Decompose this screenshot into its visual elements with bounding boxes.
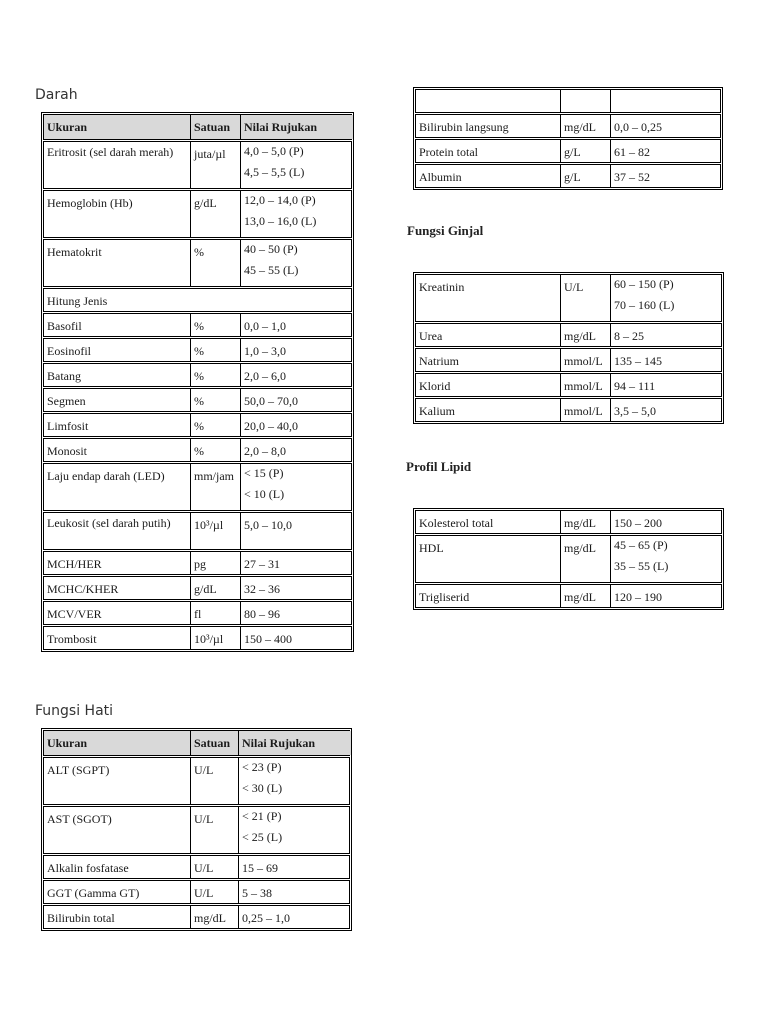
table-row — [43, 905, 350, 929]
reference-value-cell — [240, 314, 353, 336]
reference-value-cell — [240, 577, 353, 599]
unit-cell: g/dL — [190, 577, 240, 599]
table-row — [415, 510, 722, 534]
reference-value: < 21 (P) — [242, 809, 282, 823]
reference-value: 150 – 400 — [244, 632, 292, 646]
reference-value-cell — [610, 536, 723, 582]
unit-cell: mg/dL — [560, 585, 610, 607]
header-cell: Nilai Rujukan — [238, 731, 351, 755]
unit-cell: g/L — [560, 165, 610, 187]
unit-cell: U/L — [190, 881, 238, 903]
parameter-cell: Laju endap darah (LED) — [47, 469, 165, 483]
reference-value: < 30 (L) — [242, 781, 283, 795]
reference-value-cell — [240, 552, 353, 574]
reference-value: 37 – 52 — [614, 170, 650, 184]
darah-table — [41, 112, 354, 652]
parameter-cell: Bilirubin langsung — [419, 120, 509, 134]
unit-cell: mm/jam — [190, 464, 240, 510]
parameter-cell: Hematokrit — [47, 245, 102, 259]
table-row — [43, 806, 350, 854]
reference-value: 70 – 160 (L) — [614, 298, 675, 312]
parameter-cell: Limfosit — [47, 419, 89, 433]
reference-value-cell — [238, 807, 351, 853]
reference-value: 2,0 – 8,0 — [244, 444, 286, 458]
table-row — [43, 338, 352, 362]
reference-value-cell — [240, 602, 353, 624]
parameter-cell: Eritrosit (sel darah merah) — [47, 145, 174, 159]
parameter-cell: Urea — [419, 329, 443, 343]
unit-cell: g/dL — [190, 191, 240, 237]
reference-value-cell — [610, 140, 722, 162]
parameter-cell: Leukosit (sel darah putih) — [47, 516, 171, 530]
reference-value: 4,0 – 5,0 (P) — [244, 144, 304, 158]
reference-value-cell — [240, 414, 353, 436]
table-row — [43, 463, 352, 511]
section-title-fungsi-hati: Fungsi Hati — [35, 703, 114, 719]
parameter-cell: MCH/HER — [47, 557, 102, 571]
reference-value: 35 – 55 (L) — [614, 559, 669, 573]
reference-value: 94 – 111 — [614, 379, 656, 393]
parameter-cell: Kalium — [419, 404, 455, 418]
reference-value-cell — [240, 364, 353, 386]
parameter-cell: HDL — [419, 541, 444, 555]
parameter-cell: Bilirubin total — [47, 911, 115, 925]
parameter-cell: Kolesterol total — [419, 516, 494, 530]
parameter-cell: Hemoglobin (Hb) — [47, 196, 133, 210]
parameter-cell: Klorid — [419, 379, 451, 393]
unit-cell: % — [190, 314, 240, 336]
header-cell: Ukuran — [44, 115, 190, 139]
table-row — [415, 348, 722, 372]
table-row — [43, 855, 350, 879]
table-row — [43, 880, 350, 904]
reference-value-cell — [610, 511, 723, 533]
table-row — [415, 139, 721, 163]
table-row — [43, 438, 352, 462]
parameter-cell — [416, 90, 560, 112]
table-row — [43, 413, 352, 437]
reference-value: 150 – 200 — [614, 516, 662, 530]
table-header-row — [43, 114, 352, 140]
unit-cell: U/L — [190, 807, 238, 853]
reference-value: 13,0 – 16,0 (L) — [244, 214, 317, 228]
table-row — [415, 274, 722, 322]
reference-value-cell — [610, 90, 722, 112]
reference-value — [614, 90, 722, 112]
table-row — [415, 398, 722, 422]
parameter-cell: Trombosit — [47, 632, 97, 646]
table-row — [43, 551, 352, 575]
reference-value: 135 – 145 — [614, 354, 662, 368]
header-cell: Ukuran — [44, 731, 190, 755]
parameter-cell: MCHC/KHER — [47, 582, 119, 596]
unit-cell: U/L — [190, 758, 238, 804]
unit-cell: % — [190, 339, 240, 361]
unit-cell: mg/dL — [560, 115, 610, 137]
parameter-cell: Monosit — [47, 444, 88, 458]
unit-cell: mmol/L — [560, 349, 610, 371]
table-row — [43, 288, 352, 312]
unit-cell: 10³/µl — [190, 627, 240, 649]
reference-value-cell — [240, 240, 353, 286]
table-row — [43, 190, 352, 238]
reference-value: 3,5 – 5,0 — [614, 404, 656, 418]
parameter-cell: Basofil — [47, 319, 82, 333]
section-title-darah: Darah — [35, 87, 78, 103]
parameter-cell: GGT (Gamma GT) — [47, 886, 140, 900]
parameter-cell: Trigliserid — [419, 590, 470, 604]
table-row — [43, 512, 352, 550]
unit-cell — [560, 90, 610, 112]
reference-value: 32 – 36 — [244, 582, 280, 596]
table-row — [415, 373, 722, 397]
reference-value-cell — [240, 513, 353, 549]
unit-cell: mg/dL — [560, 324, 610, 346]
reference-value: 61 – 82 — [614, 145, 650, 159]
reference-value: 40 – 50 (P) — [244, 242, 298, 256]
reference-value: 8 – 25 — [614, 329, 644, 343]
reference-value: 80 – 96 — [244, 607, 280, 621]
reference-value: 2,0 – 6,0 — [244, 369, 286, 383]
table-header-row — [43, 730, 350, 756]
table-row — [43, 576, 352, 600]
unit-cell: juta/µl — [190, 142, 240, 188]
table-row — [43, 626, 352, 650]
reference-value-cell — [610, 374, 723, 396]
section-title-profil-lipid: Profil Lipid — [406, 459, 472, 474]
reference-value: 15 – 69 — [242, 861, 278, 875]
header-cell: Satuan — [190, 731, 238, 755]
parameter-cell: AST (SGOT) — [47, 812, 112, 826]
parameter-cell: Kreatinin — [419, 280, 465, 294]
reference-value-cell — [238, 758, 351, 804]
reference-value: 5,0 – 10,0 — [244, 518, 292, 532]
reference-value: 0,25 – 1,0 — [242, 911, 290, 925]
unit-cell: 10³/µl — [190, 513, 240, 549]
reference-value: 27 – 31 — [244, 557, 280, 571]
unit-cell: % — [190, 414, 240, 436]
table-row — [43, 239, 352, 287]
reference-value-cell — [240, 627, 353, 649]
parameter-cell: Protein total — [419, 145, 478, 159]
unit-cell: mg/dL — [190, 906, 238, 928]
fungsi-ginjal-table — [413, 272, 724, 424]
parameter-cell: Albumin — [419, 170, 462, 184]
table-row — [415, 114, 721, 138]
table-row — [43, 601, 352, 625]
header-cell: Satuan — [190, 115, 240, 139]
table-row — [43, 313, 352, 337]
reference-value: 1,0 – 3,0 — [244, 344, 286, 358]
reference-value-cell — [238, 906, 351, 928]
reference-value-cell — [240, 389, 353, 411]
parameter-cell: Eosinofil — [47, 344, 91, 358]
reference-value: 60 – 150 (P) — [614, 277, 674, 291]
table-row — [415, 535, 722, 583]
parameter-cell: MCV/VER — [47, 607, 102, 621]
unit-cell: mmol/L — [560, 399, 610, 421]
profil-lipid-table — [413, 508, 724, 610]
unit-cell: mmol/L — [560, 374, 610, 396]
section-title-fungsi-ginjal: Fungsi Ginjal — [407, 223, 484, 238]
table-row — [415, 89, 721, 113]
unit-cell: U/L — [190, 856, 238, 878]
table-row — [43, 363, 352, 387]
reference-value-cell — [240, 439, 353, 461]
parameter-cell: Natrium — [419, 354, 459, 368]
reference-value: 4,5 – 5,5 (L) — [244, 165, 305, 179]
reference-value-cell — [240, 339, 353, 361]
reference-value: 0,0 – 0,25 — [614, 120, 662, 134]
parameter-cell: Segmen — [47, 394, 86, 408]
reference-value: 20,0 – 40,0 — [244, 419, 298, 433]
reference-value: < 10 (L) — [244, 487, 285, 501]
fungsi-hati-table — [41, 728, 352, 931]
unit-cell: mg/dL — [560, 536, 610, 582]
reference-value-cell — [240, 142, 353, 188]
reference-value: 45 – 65 (P) — [614, 538, 668, 552]
reference-value-cell — [610, 275, 723, 321]
reference-value-cell — [610, 349, 723, 371]
parameter-cell: ALT (SGPT) — [47, 763, 110, 777]
reference-value: 45 – 55 (L) — [244, 263, 299, 277]
reference-value-cell — [238, 856, 351, 878]
table-row — [415, 164, 721, 188]
reference-value: 12,0 – 14,0 (P) — [244, 193, 316, 207]
table-row — [415, 323, 722, 347]
reference-value-cell — [610, 115, 722, 137]
reference-value: 50,0 – 70,0 — [244, 394, 298, 408]
reference-value-cell — [610, 324, 723, 346]
reference-value: < 25 (L) — [242, 830, 283, 844]
reference-value-cell — [240, 191, 353, 237]
table-row — [43, 388, 352, 412]
reference-value-cell — [610, 399, 723, 421]
table-row — [415, 584, 722, 608]
reference-value: < 23 (P) — [242, 760, 282, 774]
reference-value-cell — [610, 165, 722, 187]
reference-value: 120 – 190 — [614, 590, 662, 604]
parameter-cell: Batang — [47, 369, 81, 383]
table-row — [43, 757, 350, 805]
unit-cell: U/L — [560, 275, 610, 321]
reference-value: < 15 (P) — [244, 466, 284, 480]
reference-value-cell — [240, 464, 353, 510]
unit-cell: fl — [190, 602, 240, 624]
unit-cell: % — [190, 364, 240, 386]
reference-value: 0,0 – 1,0 — [244, 319, 286, 333]
unit-cell: % — [190, 389, 240, 411]
unit-cell: pg — [190, 552, 240, 574]
header-cell: Nilai Rujukan — [240, 115, 353, 139]
reference-value-cell — [238, 881, 351, 903]
reference-value: 5 – 38 — [242, 886, 272, 900]
unit-cell: % — [190, 439, 240, 461]
unit-cell: mg/dL — [560, 511, 610, 533]
unit-cell: g/L — [560, 140, 610, 162]
reference-value-cell — [610, 585, 723, 607]
parameter-cell: Alkalin fosfatase — [47, 861, 129, 875]
subheading-cell: Hitung Jenis — [47, 294, 108, 308]
unit-cell: % — [190, 240, 240, 286]
fungsi-hati-continued-table — [413, 87, 723, 190]
table-row — [43, 141, 352, 189]
